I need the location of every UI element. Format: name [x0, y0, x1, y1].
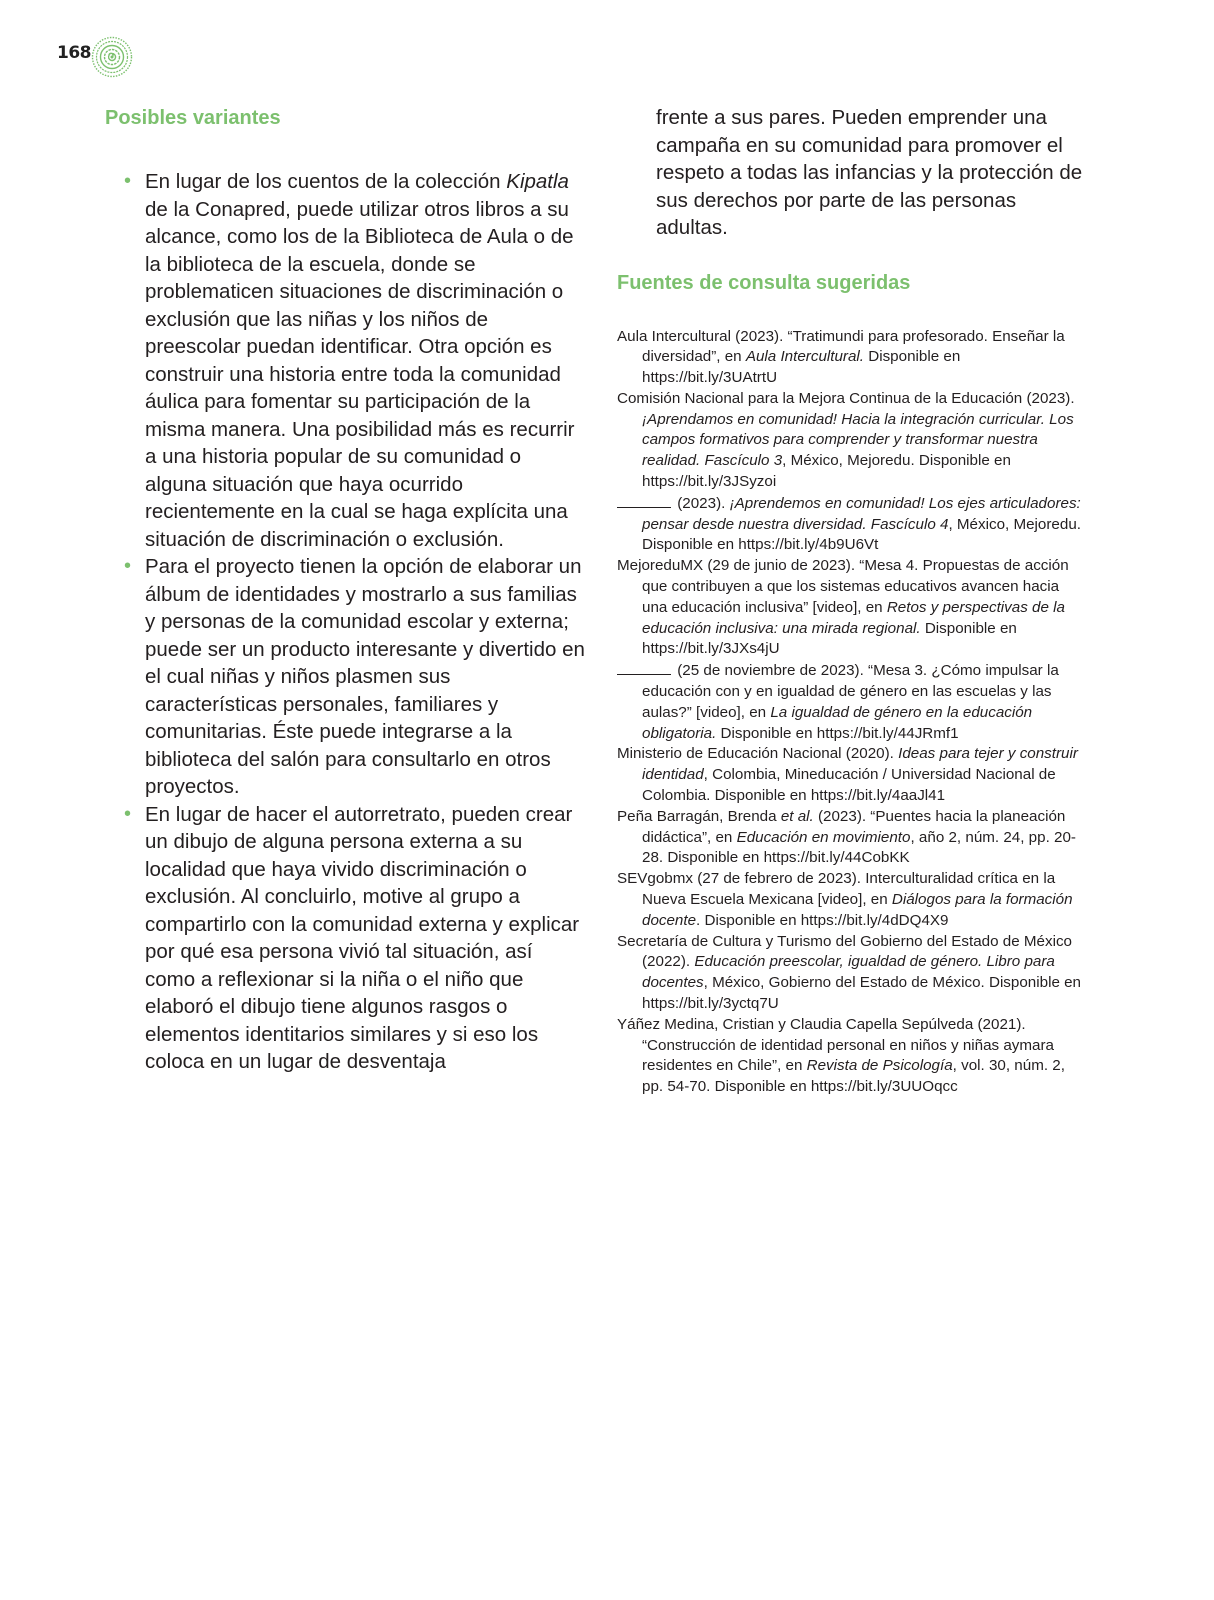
- reference-entry: [617, 807, 1087, 869]
- reference-text: Peña Barragán, Brenda: [617, 807, 781, 825]
- reference-italic: Revista de Psicología: [806, 1057, 953, 1075]
- reference-italic: Diálogos para la formación docente: [642, 891, 1073, 929]
- reference-italic: Aula Intercultural.: [745, 348, 865, 366]
- reference-text: , Colombia, Mineducación / Universidad Nacional de Colombia. Disponible en https://bit.ly/4aaJl41: [642, 766, 1056, 805]
- right-column: [617, 104, 1087, 1098]
- bullet-icon: •: [124, 802, 132, 825]
- references-list: [617, 327, 1087, 1098]
- reference-text: (25 de noviembre de 2023). “Mesa 3. ¿Cómo impulsar la educación con y en igualdad de género en las escuelas y las aulas?” [video], en: [642, 662, 1059, 721]
- reference-italic: ¡Aprendamos en comunidad! Hacia la integración curricular. Los campos formativos para comprender y transformar nuestra realidad. Fascículo 3: [642, 410, 1074, 470]
- reference-text: , México, Mejoredu. Disponible en https://bit.ly/4b9U6Vt: [642, 515, 1081, 554]
- list-item: [105, 553, 585, 801]
- bullet-icon: •: [124, 555, 132, 577]
- reference-entry: [617, 744, 1087, 806]
- reference-italic: Educación en movimiento: [736, 828, 911, 846]
- reference-italic: La igualdad de género en la educación obligatoria.: [642, 703, 1033, 742]
- reference-text: . Disponible en https://bit.ly/4dDQ4X9: [696, 911, 949, 929]
- reference-text: , año 2, núm. 24, pp. 20-28. Disponible en https://bit.ly/44CobKK: [642, 828, 1076, 867]
- green-spiral-emblem-icon: [91, 36, 133, 78]
- reference-entry: [617, 389, 1087, 493]
- same-author-dash: [617, 493, 671, 508]
- variants-list: [105, 168, 585, 1076]
- reference-italic: Ideas para tejer y construir identidad: [642, 745, 1078, 784]
- reference-italic: Educación preescolar, igualdad de género. Libro para docentes: [642, 953, 1055, 992]
- bullet-text-italic: Kipatla: [506, 170, 569, 193]
- reference-text: Ministerio de Educación Nacional (2020).: [617, 745, 899, 763]
- reference-text: , vol. 30, núm. 2, pp. 54-70. Disponible en https://bit.ly/3UUOqcc: [642, 1057, 1065, 1096]
- reference-text: Yáñez Medina, Cristian y Claudia Capella Sepúlveda (2021). “Construcción de identidad personal en niños y niñas aymara residentes en Chile”, en: [617, 1015, 1054, 1075]
- bullet-text-part: En lugar de hacer el autorretrato, pueden crear un dibujo de alguna persona externa a su localidad que haya vivido discriminación o exclusión. Al concluirlo, motive al grupo a compartirlo con la comunidad externa y explicar por qué esa persona vivió tal situación, así como a reflexionar si la niña o el niño que elaboró el dibujo tiene algunos rasgos o elementos identitarios similares y si eso los coloca en un lugar de desventaja: [145, 802, 580, 1073]
- section-heading-fuentes: Fuentes de consulta sugeridas: [617, 271, 911, 294]
- reference-entry: [617, 556, 1087, 660]
- bullet-text-part: En lugar de los cuentos de la colección: [145, 170, 507, 193]
- reference-entry: [617, 1015, 1087, 1098]
- reference-text: MejoreduMX (29 de junio de 2023). “Mesa 4. Propuestas de acción que contribuyen a que los sistemas educativos avancen hacia una educación inclusiva” [video], en: [617, 557, 1069, 616]
- reference-text: Secretaría de Cultura y Turismo del Gobierno del Estado de México (2022).: [617, 932, 1073, 971]
- reference-text: Disponible en https://bit.ly/44JRmf1: [716, 724, 959, 742]
- reference-italic: Retos y perspectivas de la educación inclusiva: una mirada regional.: [642, 598, 1065, 637]
- same-author-dash: [617, 660, 671, 675]
- reference-text: Comisión Nacional para la Mejora Continua de la Educación (2023).: [617, 389, 1075, 407]
- reference-text: , México, Gobierno del Estado de México. Disponible en https://bit.ly/3yctq7U: [642, 974, 1081, 1012]
- reference-italic: et al.: [780, 807, 814, 825]
- reference-entry: [617, 660, 1087, 744]
- reference-entry: [617, 493, 1087, 556]
- continued-paragraph: frente a sus pares. Pueden emprender una campaña en su comunidad para promover el respeto a todas las infancias y la protección de sus derechos por parte de las personas adultas.: [656, 106, 1083, 239]
- bullet-text-part: Para el proyecto tienen la opción de elaborar un álbum de identidades y mostrarlo a sus familias y personas de la comunidad escolar y externa; puede ser un producto interesante y divertido en el cual niñas y niños plasmen sus características personales, familiares y comunitarias. Éste puede integrarse a la biblioteca del salón para consultarlo en otros proyectos.: [145, 555, 585, 798]
- reference-entry: [617, 869, 1087, 931]
- reference-text: , México, Mejoredu. Disponible en https://bit.ly/3JSyzoi: [642, 452, 1011, 491]
- reference-text: Disponible en https://bit.ly/3JXs4jU: [642, 619, 1017, 658]
- reference-text: (2023). “Puentes hacia la planeación didáctica”, en: [642, 807, 1066, 846]
- reference-text: SEVgobmx (27 de febrero de 2023). Interculturalidad crítica en la Nueva Escuela Mexicana [video], en: [617, 870, 1056, 909]
- reference-text: (2023).: [673, 494, 730, 512]
- section-heading-posibles-variantes: Posibles variantes: [105, 107, 281, 129]
- bullet-text-part: de la Conapred, puede utilizar otros libros a su alcance, como los de la Biblioteca de Aula o de la biblioteca de la escuela, donde se problematicen situaciones de discriminación o exclusión que las niñas y los niños de preescolar puedan identificar. Otra opción es construir una historia entre toda la comunidad áulica para fomentar su participación de la misma manera. Una posibilidad más es recurrir a una historia popular de su comunidad o alguna situación que haya ocurrido recientemente en la cual se haga explícita una situación de discriminación o exclusión.: [145, 197, 575, 551]
- left-column: [105, 104, 585, 1076]
- list-item: [105, 801, 585, 1076]
- list-item: [105, 168, 585, 553]
- bullet-icon: •: [124, 170, 132, 192]
- page-number: 168: [57, 43, 91, 63]
- reference-italic: ¡Aprendemos en comunidad! Los ejes articuladores: pensar desde nuestra diversidad. Fascículo 4: [642, 494, 1081, 533]
- reference-entry: [617, 932, 1087, 1015]
- reference-entry: [617, 327, 1087, 389]
- reference-text: Aula Intercultural (2023). “Tratimundi para profesorado. Enseñar la diversidad”, en: [617, 327, 1065, 366]
- reference-text: Disponible en https://bit.ly/3UAtrtU: [642, 348, 961, 387]
